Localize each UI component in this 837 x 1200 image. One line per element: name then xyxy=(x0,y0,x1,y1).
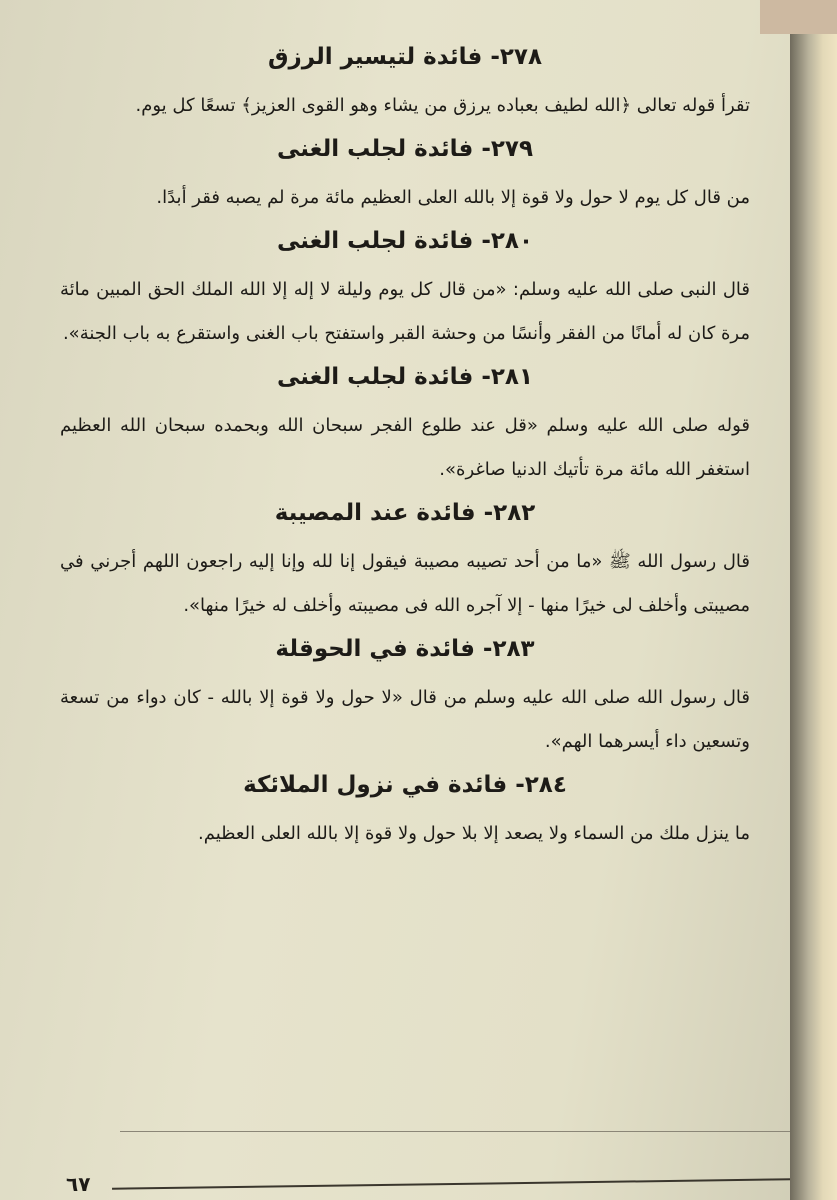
entry-heading: ٢٨٢- فائدة عند المصيبة xyxy=(274,500,536,526)
entry-282 xyxy=(60,500,750,628)
entry-heading: ٢٨٠- فائدة لجلب الغنى xyxy=(277,228,533,254)
entry-heading: ٢٧٩- فائدة لجلب الغنى xyxy=(277,136,533,162)
entry-278 xyxy=(60,44,750,128)
entry-284 xyxy=(60,772,750,856)
entry-heading: ٢٨٣- فائدة في الحوقلة xyxy=(275,636,535,662)
entry-body: قال النبى صلى الله عليه وسلم: «من قال كل يوم وليلة لا إله إلا الله الملك الحق المبين مائة مرة كان له أمانًا من الفقر وأنسًا من وحشة القبر واستفتح باب الغنى واستقرع به باب الجنة». xyxy=(60,279,750,344)
entry-279 xyxy=(60,136,750,220)
entry-body: قوله صلى الله عليه وسلم «قل عند طلوع الفجر سبحان الله وبحمده سبحان الله العظيم استغفر الله مائة مرة تأتيك الدنيا صاغرة». xyxy=(60,415,750,480)
entry-body: من قال كل يوم لا حول ولا قوة إلا بالله العلى العظيم مائة مرة لم يصبه فقر أبدًا. xyxy=(156,187,750,208)
page-number: ٦٧ xyxy=(66,1172,91,1196)
page-content xyxy=(60,30,750,864)
entry-body: قال رسول الله ﷺ «ما من أحد تصيبه مصيبة فيقول إنا لله وإنا إليه راجعون اللهم أجرني في مصيبتى وأخلف لى خيرًا منها - إلا آجره الله فى مصيبته وأخلف له خيرًا منها». xyxy=(60,551,750,616)
entry-heading: ٢٨٤- فائدة في نزول الملائكة xyxy=(243,772,567,798)
entry-body: تقرأ قوله تعالى ﴿الله لطيف بعباده يرزق من يشاء وهو القوى العزيز﴾ تسعًا كل يوم. xyxy=(135,95,750,116)
footer-thin-rule xyxy=(120,1131,800,1132)
entry-heading: ٢٧٨- فائدة لتيسير الرزق xyxy=(267,44,543,70)
background-corner xyxy=(760,0,837,34)
entry-281 xyxy=(60,364,750,492)
footer-rule xyxy=(112,1178,792,1189)
entry-body: ما ينزل ملك من السماء ولا يصعد إلا بلا حول ولا قوة إلا بالله العلى العظيم. xyxy=(198,823,750,844)
entry-280 xyxy=(60,228,750,356)
book-spine-edge xyxy=(790,0,837,1200)
entry-283 xyxy=(60,636,750,764)
entry-heading: ٢٨١- فائدة لجلب الغنى xyxy=(277,364,533,390)
entry-body: قال رسول الله صلى الله عليه وسلم من قال «لا حول ولا قوة إلا بالله - كان دواء من تسعة وتسعين داء أيسرهما الهم». xyxy=(60,687,750,752)
